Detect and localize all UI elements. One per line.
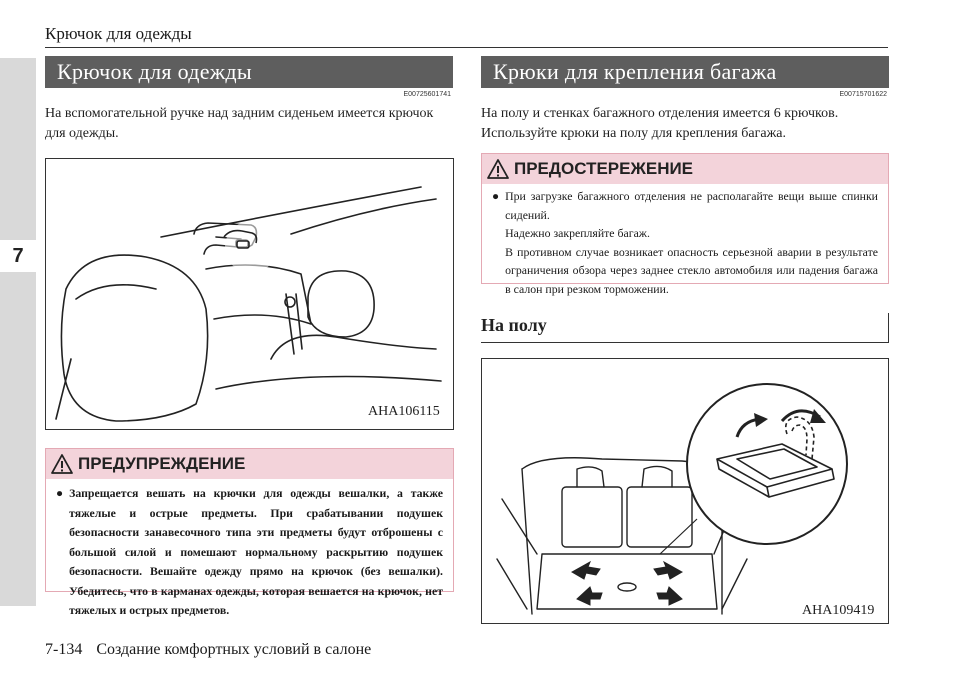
coat-hook-illustration xyxy=(46,159,452,428)
warning-title: ПРЕДУПРЕЖДЕНИЕ xyxy=(78,454,246,473)
page-footer xyxy=(45,641,371,659)
warning-triangle-icon xyxy=(50,453,74,475)
luggage-hook-illustration xyxy=(482,359,887,622)
left-section-title: Крючок для одежды xyxy=(45,56,453,88)
bullet-icon: ● xyxy=(492,189,500,203)
left-figure-label: AHA106115 xyxy=(368,404,440,419)
right-section-code: E00715701622 xyxy=(839,91,887,98)
chapter-title: Создание комфортных условий в салоне xyxy=(96,641,372,658)
bullet-icon: ● xyxy=(56,486,64,500)
luggage-hook-figure xyxy=(481,358,889,624)
caution-line-1: При загрузке багажного отделения не располагайте вещи выше спинки сидений. xyxy=(505,189,878,222)
caution-title: ПРЕДОСТЕРЕЖЕНИЕ xyxy=(514,159,694,178)
caution-box xyxy=(481,153,889,296)
caution-line-3: В противном случае возникает опасность серьезной аварии в результате ограничения обзора через заднее стекло автомобиля или падения багажа в салон при резком торможении. xyxy=(505,244,878,296)
caution-line-2: Надежно закрепляйте багаж. xyxy=(505,226,650,240)
left-body-text: На вспомогательной ручке над задним сиденьем имеется крючок для одежды. xyxy=(45,106,434,141)
warning-header xyxy=(46,449,453,479)
right-figure-label: AHA109419 xyxy=(802,603,875,618)
warning-box xyxy=(45,448,454,617)
subheading: На полу xyxy=(481,315,547,335)
header-rule xyxy=(45,47,888,48)
caution-triangle-icon xyxy=(486,158,510,180)
page-number: 7-134 xyxy=(45,641,83,658)
running-head: Крючок для одежды xyxy=(45,24,192,43)
caution-header xyxy=(482,154,888,184)
right-body-text: На полу и стенках багажного отделения имеется 6 крючков. Используйте крюки на полу для крепления багажа. xyxy=(481,106,839,141)
warning-text: Запрещается вешать на крючки для одежды вешалки, а также тяжелые и острые предметы. При срабатывании подушек безопасности занавесочного типа эти предметы будут отброшены с большой силой и помешают нормальному раскрытию подушек безопасности. Вешайте одежду прямо на крючок (без вешалки). Убедитесь, что в карманах одежды, которая вешается на крючок, нет тяжелых и острых предметов. xyxy=(69,486,443,617)
right-section-title: Крюки для крепления багажа xyxy=(481,56,889,88)
chapter-tab: 7 xyxy=(0,240,36,272)
coat-hook-figure xyxy=(45,158,454,430)
chapter-sidebar xyxy=(0,58,36,606)
subheading-frame xyxy=(481,313,889,343)
left-section-code: E00725601741 xyxy=(403,91,451,98)
